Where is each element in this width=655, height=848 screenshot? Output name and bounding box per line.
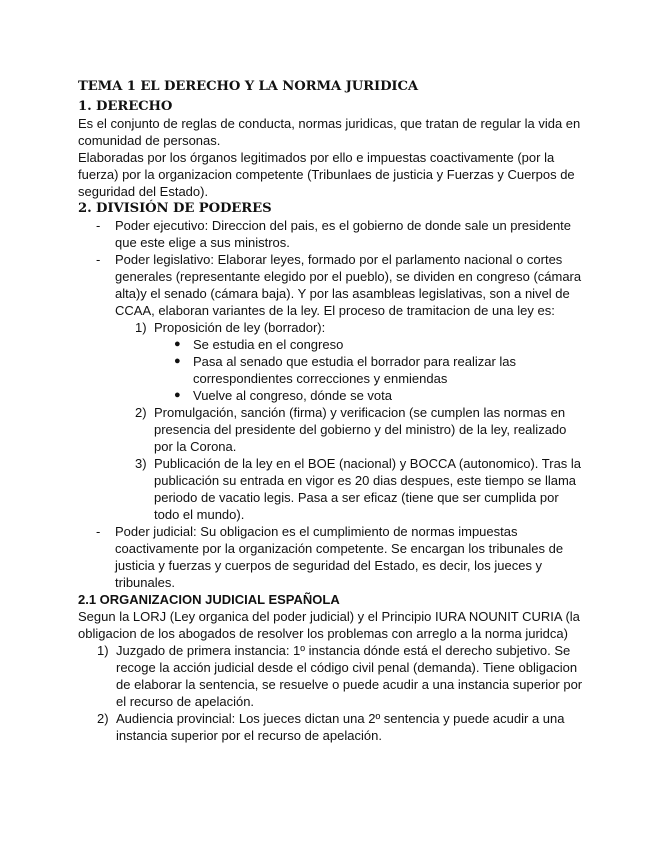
list-item — [78, 642, 583, 710]
list-item — [78, 455, 583, 523]
list-item-text: Juzgado de primera instancia: 1º instancia dónde está el derecho subjetivo. Se recoge la acción judicial desde el código civil penal (demanda). Tiene obligacion de elaborar la sentencia, se resuelve o puede acudir a una instancia superior por el recurso de apelación. — [116, 643, 583, 709]
list-number: 1) — [135, 320, 147, 335]
list-number: 2) — [97, 711, 109, 726]
list-item-text: Poder judicial: Su obligacion es el cumplimiento de normas impuestas coactivamente por la organización competente. Se encargan los tribunales de justicia y fuerzas y cuerpos de seguridad del Estado, es decir, los jueces y tribunales. — [115, 524, 564, 590]
list-item-text: Poder legislativo: Elaborar leyes, formado por el parlamento nacional o cortes generales (representante elegido por el pueblo), se dividen en congreso (cámara alta)y el senado (cámara baja). Y por las asambleas legislativas, son a nivel de CCAA, elaboran variantes de la ley. El proceso de tramitacion de una ley es: — [115, 252, 582, 318]
dash-marker: - — [96, 252, 101, 267]
section-heading-organizacion-judicial: 2.1 ORGANIZACION JUDICIAL ESPAÑOLA — [78, 592, 340, 607]
document-body — [78, 78, 583, 744]
dash-marker: - — [96, 524, 101, 539]
paragraph: Segun la LORJ (Ley organica del poder judicial) y el Principio IURA NOUNIT CURIA (la obligacion de los abogados de resolver los problemas con arreglo a la norma juridca) — [78, 609, 580, 641]
poderes-list-continued — [78, 523, 583, 591]
section-heading-derecho: 1. DERECHO — [78, 99, 173, 114]
paragraph: Es el conjunto de reglas de conducta, normas juridicas, que tratan de regular la vida en comunidad de personas. — [78, 116, 581, 148]
list-item — [78, 387, 583, 404]
list-item — [78, 217, 583, 251]
list-item-text: Publicación de la ley en el BOE (nacional) y BOCCA (autonomico). Tras la publicación su entrada en vigor es 20 dias despues, este tiempo se llama periodo de vacatio legis. Pasa a ser eficaz (tiene que ser cumplida por todo el mundo). — [154, 456, 582, 522]
list-item — [78, 523, 583, 591]
bullet-icon: ● — [174, 355, 181, 367]
bullet-icon: ● — [174, 389, 181, 401]
list-item — [78, 710, 583, 744]
list-item — [78, 319, 583, 336]
list-item-text: Promulgación, sanción (firma) y verificacion (se cumplen las normas en presencia del presidente del gobierno y del ministro) de la ley, realizado por la Corona. — [154, 405, 567, 454]
list-item — [78, 404, 583, 455]
list-item-text: Proposición de ley (borrador): — [154, 320, 326, 335]
list-item-text: Vuelve al congreso, dónde se vota — [193, 388, 392, 403]
list-item — [78, 353, 583, 387]
list-number: 2) — [135, 405, 147, 420]
list-item-text: Pasa al senado que estudia el borrador para realizar las correspondientes correcciones y enmiendas — [193, 354, 517, 386]
list-item-text: Poder ejecutivo: Direccion del pais, es el gobierno de donde sale un presidente que este elige a sus ministros. — [115, 218, 572, 250]
bullet-icon: ● — [174, 338, 181, 350]
document-title: TEMA 1 EL DERECHO Y LA NORMA JURIDICA — [78, 79, 419, 94]
paragraph: Elaboradas por los órganos legitimados por ello e impuestas coactivamente (por la fuerza) por la organizacion competente (Tribunlaes de justicia y Fuerzas y Cuerpos de seguridad del Estado). — [78, 150, 575, 199]
list-number: 1) — [97, 643, 109, 658]
list-item-text: Se estudia en el congreso — [193, 337, 344, 352]
list-item — [78, 251, 583, 319]
list-item-text: Audiencia provincial: Los jueces dictan una 2º sentencia y puede acudir a una instancia superior por el recurso de apelación. — [116, 711, 565, 743]
list-number: 3) — [135, 456, 147, 471]
dash-marker: - — [96, 218, 101, 233]
section-heading-division-poderes: 2. DIVISIÓN DE PODERES — [78, 201, 272, 216]
tramitacion-steps — [78, 319, 583, 523]
organizacion-list — [78, 642, 583, 744]
list-item — [78, 336, 583, 353]
poderes-list — [78, 217, 583, 319]
